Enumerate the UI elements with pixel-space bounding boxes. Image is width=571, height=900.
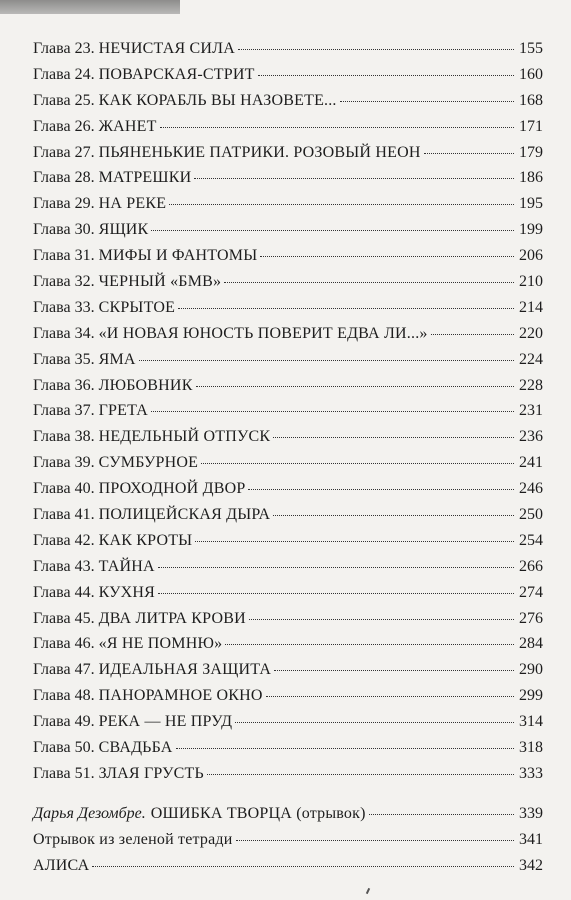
chapter-label: Глава 38.	[33, 428, 95, 446]
dot-leader	[151, 230, 514, 231]
chapter-label: Глава 41.	[33, 506, 95, 524]
dot-leader	[340, 101, 514, 102]
chapter-title: «Я НЕ ПОМНЮ»	[98, 635, 223, 653]
chapter-entry	[33, 269, 543, 295]
chapter-title: СУМБУРНОЕ	[98, 454, 199, 472]
extra-title: Отрывок из зеленой тетради	[33, 830, 233, 848]
chapter-page: 318	[519, 739, 543, 757]
chapter-label: Глава 33.	[33, 298, 95, 316]
chapter-page: 290	[519, 661, 543, 679]
chapter-page: 299	[519, 687, 543, 705]
chapter-label: Глава 23.	[33, 40, 95, 57]
dot-leader	[266, 696, 514, 697]
chapter-title: ИДЕАЛЬНАЯ ЗАЩИТА	[98, 661, 272, 679]
chapter-page: 171	[519, 117, 543, 135]
dot-leader	[195, 541, 514, 542]
chapter-page: 168	[519, 91, 543, 109]
chapter-label: Глава 25.	[33, 91, 95, 109]
chapter-entry	[33, 165, 543, 191]
chapter-title: ЖАНЕТ	[98, 117, 157, 135]
dot-leader	[431, 334, 514, 335]
dot-leader	[207, 774, 514, 775]
excerpt-author: Дарья Дезомбре.	[33, 804, 146, 822]
chapter-title: СКРЫТОЕ	[98, 298, 176, 316]
chapter-label: Глава 39.	[33, 454, 95, 472]
chapter-entry	[33, 735, 543, 761]
dot-leader	[224, 282, 514, 283]
chapter-page: 236	[519, 428, 543, 446]
chapter-page: 274	[519, 583, 543, 601]
chapter-title: «И НОВАЯ ЮНОСТЬ ПОВЕРИТ ЕДВА ЛИ...»	[98, 324, 428, 342]
chapter-page: 250	[519, 506, 543, 524]
chapter-page: 206	[519, 247, 543, 265]
chapter-entry	[33, 528, 543, 554]
chapter-label: Глава 29.	[33, 195, 95, 213]
excerpt-entry	[33, 801, 543, 827]
chapter-label: Глава 40.	[33, 480, 95, 498]
chapter-entry	[33, 88, 543, 114]
chapter-label: Глава 26.	[33, 117, 95, 135]
chapter-entry	[33, 502, 543, 528]
dot-leader	[248, 489, 514, 490]
chapter-page: 199	[519, 221, 543, 239]
chapter-entry	[33, 450, 543, 476]
chapter-entry	[33, 657, 543, 683]
dot-leader	[258, 75, 514, 76]
chapter-title: РЕКА — НЕ ПРУД	[98, 713, 233, 731]
chapter-page: 254	[519, 531, 543, 549]
chapter-entry	[33, 683, 543, 709]
dot-leader	[196, 386, 514, 387]
chapter-entry	[33, 36, 543, 62]
chapter-title: СВАДЬБА	[98, 739, 173, 757]
dot-leader	[274, 670, 514, 671]
chapter-entry	[33, 321, 543, 347]
chapter-page: 276	[519, 609, 543, 627]
chapter-label: Глава 37.	[33, 402, 95, 420]
chapter-label: Глава 31.	[33, 247, 95, 265]
extra-title: АЛИСА	[33, 856, 90, 874]
chapter-title: КУХНЯ	[98, 583, 156, 601]
chapter-label: Глава 36.	[33, 376, 95, 394]
chapter-page: 314	[519, 713, 543, 731]
chapter-entry	[33, 347, 543, 373]
chapter-label: Глава 48.	[33, 687, 95, 705]
chapter-label: Глава 42.	[33, 531, 95, 549]
chapter-title: ЯМА	[98, 350, 136, 368]
chapter-title: ЧЕРНЫЙ «БМВ»	[98, 273, 222, 291]
chapter-entry	[33, 243, 543, 269]
chapter-title: КАК КОРАБЛЬ ВЫ НАЗОВЕТЕ...	[98, 91, 337, 109]
chapter-title: ПОЛИЦЕЙСКАЯ ДЫРА	[98, 506, 271, 524]
chapter-label: Глава 49.	[33, 713, 95, 731]
chapter-title: ПЬЯНЕНЬКИЕ ПАТРИКИ. РОЗОВЫЙ НЕОН	[98, 143, 421, 161]
chapter-label: Глава 44.	[33, 583, 95, 601]
chapter-entry	[33, 580, 543, 606]
chapter-page: 195	[519, 195, 543, 213]
section-gap	[33, 787, 543, 801]
chapter-page: 284	[519, 635, 543, 653]
chapter-title: МАТРЕШКИ	[98, 169, 192, 187]
dot-leader	[178, 308, 514, 309]
chapter-label: Глава 43.	[33, 557, 95, 575]
dot-leader	[194, 178, 514, 179]
chapter-entry	[33, 398, 543, 424]
chapter-label: Глава 24.	[33, 65, 95, 83]
table-of-contents	[33, 36, 543, 879]
chapter-label: Глава 50.	[33, 739, 95, 757]
chapter-page: 228	[519, 376, 543, 394]
dot-leader	[273, 437, 514, 438]
chapter-entry	[33, 554, 543, 580]
chapter-title: ПАНОРАМНОЕ ОКНО	[98, 687, 263, 705]
chapter-entry	[33, 217, 543, 243]
chapter-entry	[33, 606, 543, 632]
dot-leader	[151, 411, 514, 412]
chapter-page: 160	[519, 65, 543, 83]
chapter-entry	[33, 631, 543, 657]
chapter-page: 246	[519, 480, 543, 498]
extra-page: 342	[519, 856, 543, 874]
chapter-title: ЛЮБОВНИК	[98, 376, 193, 394]
chapter-entry	[33, 424, 543, 450]
chapter-entry	[33, 295, 543, 321]
chapter-label: Глава 46.	[33, 635, 95, 653]
chapter-page: 220	[519, 324, 543, 342]
dot-leader	[169, 204, 514, 205]
dot-leader	[201, 463, 514, 464]
dot-leader	[176, 748, 514, 749]
chapter-entry	[33, 62, 543, 88]
chapter-title: ГРЕТА	[98, 402, 149, 420]
chapter-entry	[33, 140, 543, 166]
chapter-entry	[33, 191, 543, 217]
chapter-title: ПРОХОДНОЙ ДВОР	[98, 480, 246, 498]
dot-leader	[92, 866, 514, 867]
chapter-title: ЗЛАЯ ГРУСТЬ	[98, 764, 204, 782]
chapter-label: Глава 47.	[33, 661, 95, 679]
chapter-page: 179	[519, 143, 543, 161]
dot-leader	[424, 153, 514, 154]
excerpt-title: ОШИБКА ТВОРЦА (отрывок)	[150, 804, 366, 822]
chapter-page: 214	[519, 298, 543, 316]
chapter-label: Глава 34.	[33, 324, 95, 342]
chapter-page: 186	[519, 169, 543, 187]
dot-leader	[260, 256, 514, 257]
chapter-page: 241	[519, 454, 543, 472]
page-top-edge	[0, 0, 180, 14]
chapter-entry	[33, 709, 543, 735]
chapter-page: 266	[519, 557, 543, 575]
chapter-label: Глава 28.	[33, 169, 95, 187]
dot-leader	[236, 840, 514, 841]
dot-leader	[139, 360, 514, 361]
extra-page: 341	[519, 830, 543, 848]
chapter-entry	[33, 114, 543, 140]
chapter-title: НЕДЕЛЬНЫЙ ОТПУСК	[98, 428, 271, 446]
chapter-entry	[33, 373, 543, 399]
chapter-page: 333	[519, 764, 543, 782]
chapter-entry	[33, 761, 543, 787]
chapter-title: МИФЫ И ФАНТОМЫ	[98, 247, 258, 265]
extra-entry	[33, 827, 543, 853]
chapter-title: ТАЙНА	[98, 557, 155, 575]
excerpt-page: 339	[519, 804, 543, 822]
chapter-title: ЯЩИК	[98, 221, 149, 239]
dot-leader	[160, 127, 514, 128]
dot-leader	[273, 515, 514, 516]
chapter-entry	[33, 476, 543, 502]
extra-entry	[33, 853, 543, 879]
chapter-page: 155	[519, 40, 543, 57]
dot-leader	[158, 593, 514, 594]
dot-leader	[235, 722, 514, 723]
dot-leader	[225, 644, 514, 645]
chapter-label: Глава 35.	[33, 350, 95, 368]
dot-leader	[249, 619, 514, 620]
chapter-label: Глава 51.	[33, 764, 95, 782]
chapter-title: НА РЕКЕ	[98, 195, 167, 213]
page-mark	[366, 888, 370, 894]
chapter-label: Глава 45.	[33, 609, 95, 627]
chapter-label: Глава 27.	[33, 143, 95, 161]
chapter-label: Глава 30.	[33, 221, 95, 239]
chapter-title: КАК КРОТЫ	[98, 531, 193, 549]
chapter-label: Глава 32.	[33, 273, 95, 291]
chapter-page: 224	[519, 350, 543, 368]
chapter-title: ДВА ЛИТРА КРОВИ	[98, 609, 246, 627]
chapter-page: 210	[519, 273, 543, 291]
dot-leader	[369, 814, 514, 815]
chapter-title: НЕЧИСТАЯ СИЛА	[98, 40, 235, 57]
dot-leader	[158, 567, 514, 568]
chapter-list	[33, 36, 543, 787]
chapter-title: ПОВАРСКАЯ-СТРИТ	[98, 65, 255, 83]
dot-leader	[238, 49, 514, 50]
chapter-page: 231	[519, 402, 543, 420]
